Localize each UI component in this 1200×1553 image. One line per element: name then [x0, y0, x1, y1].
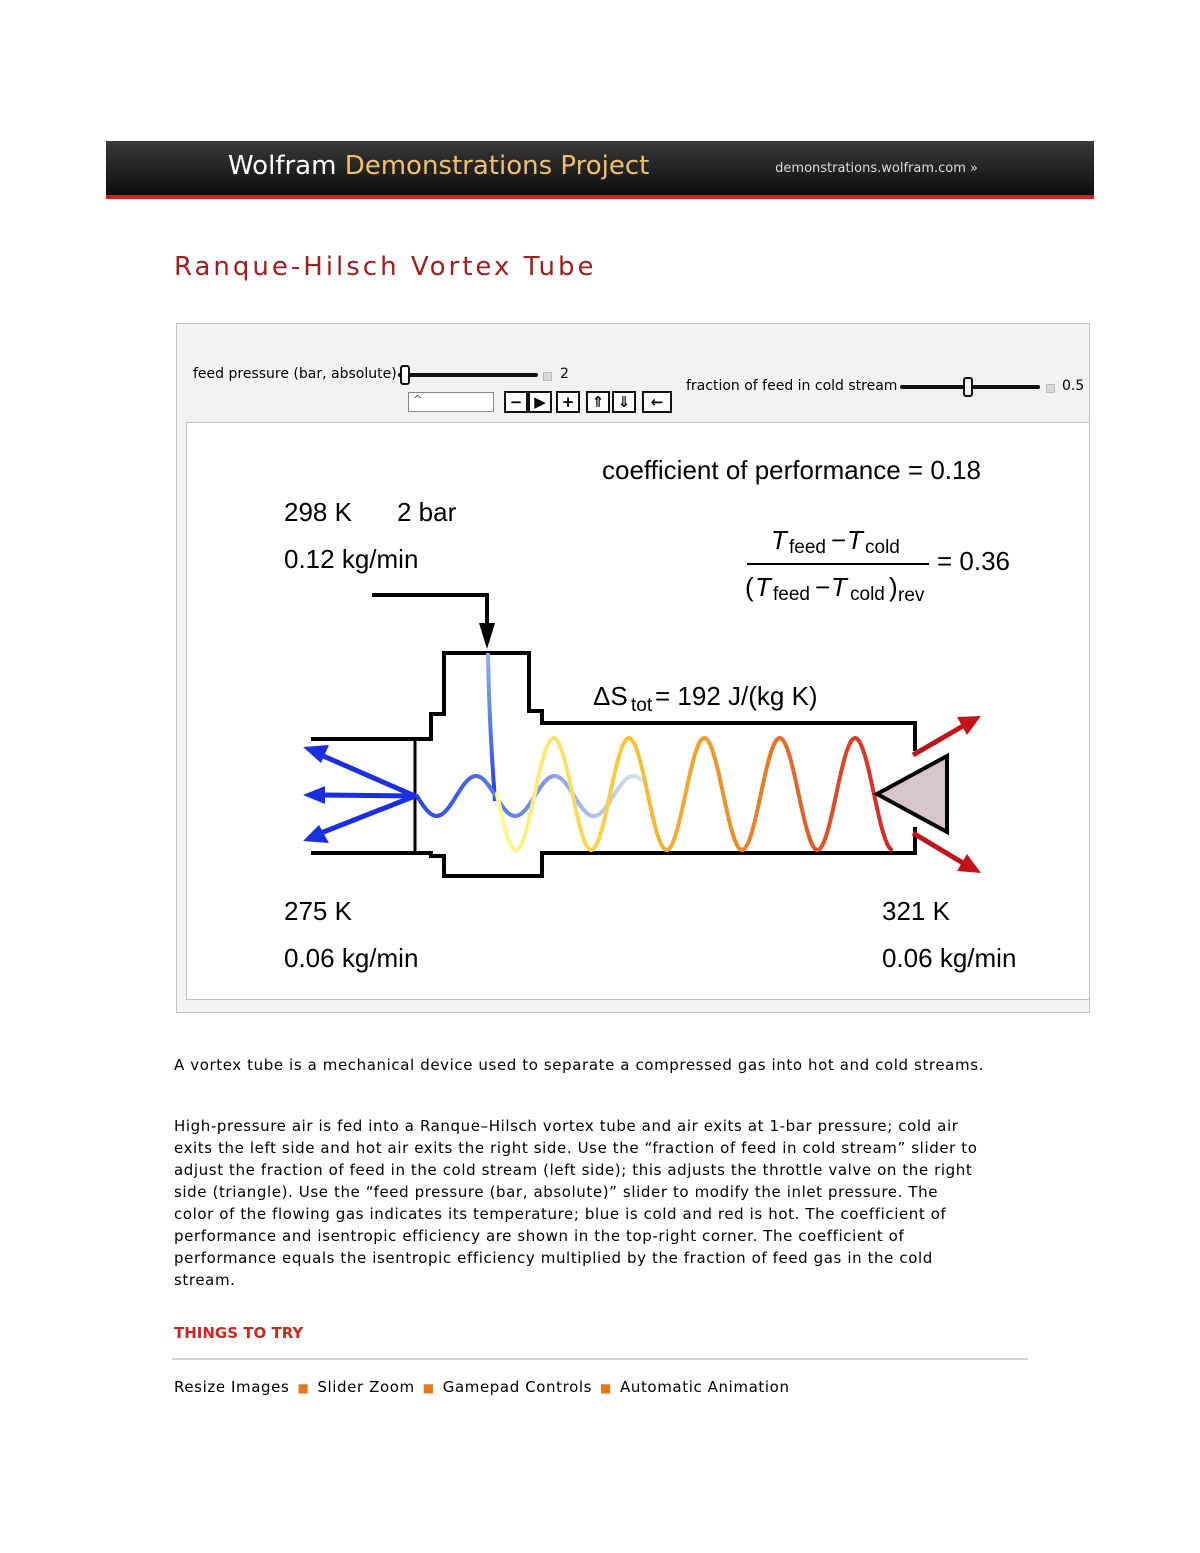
eff-num-t1: T [771, 525, 787, 555]
header-banner [106, 141, 1094, 199]
eff-den-sub1: feed [773, 584, 810, 605]
description-line: High-pressure air is fed into a Ranque–Hilsch vortex tube and air exits at 1-bar pressure; cold air [174, 1117, 959, 1135]
hot-arrow-upper [913, 726, 963, 755]
animation-field[interactable]: ^ [408, 392, 494, 412]
entropy-sub: tot [631, 695, 653, 716]
description-line: performance equals the isentropic efficiency multiplied by the fraction of feed gas in the cold [174, 1249, 933, 1267]
step-forward-button[interactable]: + [556, 391, 580, 413]
eff-den-t2: T [831, 572, 847, 602]
description-line: performance and isentropic efficiency are shown in the top-right corner. The coefficient of [174, 1227, 905, 1245]
feed-pressure-label: feed pressure (bar, absolute) [193, 366, 397, 382]
cop-text: coefficient of performance = 0.18 [602, 455, 981, 485]
cold-arrow-lower [321, 796, 415, 833]
cold-temp: 275 K [284, 896, 352, 926]
things-to-try-links [174, 1378, 790, 1396]
link-slider-zoom[interactable]: Slider Zoom [317, 1378, 415, 1396]
entropy-symbol: ΔS [593, 681, 628, 711]
wolfram-brand-logo[interactable] [228, 151, 649, 181]
entropy-label [593, 681, 818, 716]
eff-num-minus: − [831, 525, 847, 555]
feed-pressure-slider-thumb[interactable] [400, 365, 410, 385]
fraction-expand-icon[interactable] [1046, 384, 1055, 393]
slower-button[interactable]: ⇓ [612, 391, 636, 413]
step-back-button[interactable]: − [504, 391, 528, 413]
description-line: color of the flowing gas indicates its temperature; blue is cold and red is hot. The coefficient of [174, 1205, 947, 1223]
description-body [174, 1115, 1034, 1291]
hot-arrow-lower [913, 833, 963, 863]
link-gamepad-controls[interactable]: Gamepad Controls [442, 1378, 593, 1396]
feed-inlet-line [372, 595, 487, 631]
description-line: stream. [174, 1271, 236, 1289]
hot-temp: 321 K [882, 896, 950, 926]
play-button[interactable]: ▶ [528, 391, 552, 413]
brand-word-wolfram: Wolfram [228, 151, 337, 181]
feed-pressure-expand-icon[interactable] [543, 372, 552, 381]
entropy-value: = 192 J/(kg K) [655, 681, 818, 711]
bullet-separator: ■ [600, 1381, 612, 1395]
cold-flow: 0.06 kg/min [284, 943, 419, 973]
page-title: Ranque-Hilsch Vortex Tube [174, 252, 597, 282]
eff-den-minus: − [815, 572, 831, 602]
eff-value: = 0.36 [937, 546, 1011, 576]
fraction-value: 0.5 [1062, 378, 1085, 394]
swirling-gas [417, 738, 891, 850]
tube-lower-wall [311, 827, 915, 876]
eff-den-sub2: cold [850, 584, 885, 605]
feed-temp: 298 K [284, 497, 352, 527]
feed-pressure-slider-track[interactable] [398, 373, 538, 377]
throttle-valve [877, 756, 947, 832]
feed-pressure-value: 2 [560, 366, 569, 382]
feed-gas-stream [488, 653, 495, 801]
site-link[interactable]: demonstrations.wolfram.com » [775, 161, 978, 176]
figure-canvas [186, 422, 1090, 1000]
description-line: adjust the fraction of feed in the cold stream (left side); this adjusts the throttle valve on the right [174, 1161, 973, 1179]
cold-swirl-segment [639, 778, 641, 780]
bullet-separator: ■ [297, 1381, 310, 1395]
eff-den-rev: rev [898, 585, 925, 606]
description-intro: A vortex tube is a mechanical device used to separate a compressed gas into hot and cold streams. [174, 1056, 984, 1074]
link-automatic-animation[interactable]: Automatic Animation [619, 1378, 790, 1396]
feed-pressure-text: 2 bar [397, 497, 457, 527]
hot-flow: 0.06 kg/min [882, 943, 1017, 973]
bullet-separator: ■ [422, 1381, 435, 1395]
fraction-label: fraction of feed in cold stream [686, 378, 898, 394]
description-line: side (triangle). Use the “feed pressure (bar, absolute)” slider to modify the inlet pressure. The [174, 1183, 939, 1201]
cold-arrow-middle-head [303, 786, 325, 804]
feed-arrow-head [479, 623, 495, 649]
fraction-slider-thumb[interactable] [963, 377, 973, 397]
eff-den-open: ( [745, 572, 754, 602]
eff-num-t2: T [847, 525, 863, 555]
brand-word-demonstrations: Demonstrations Project [344, 151, 650, 181]
eff-den-close: ) [889, 572, 898, 602]
section-divider [172, 1358, 1028, 1360]
eff-num-sub2: cold [865, 537, 900, 558]
things-to-try-heading: THINGS TO TRY [174, 1324, 304, 1342]
cold-arrow-middle [321, 795, 415, 796]
description-line: exits the left side and hot air exits the right side. Use the “fraction of feed in cold stream” slider to [174, 1139, 978, 1157]
direction-button[interactable]: ← [642, 391, 672, 413]
feed-flow: 0.12 kg/min [284, 544, 419, 574]
faster-button[interactable]: ⇑ [586, 391, 610, 413]
eff-den-t1: T [755, 572, 771, 602]
vortex-tube-figure [187, 423, 1091, 1001]
eff-num-sub1: feed [789, 537, 826, 558]
link-resize-images[interactable]: Resize Images [174, 1378, 290, 1396]
efficiency-formula [745, 525, 1010, 606]
cold-outlet-arrows [303, 745, 415, 843]
cold-arrow-upper-head [303, 745, 329, 763]
hot-swirl-segment [889, 847, 891, 849]
cold-arrow-upper [321, 755, 415, 796]
